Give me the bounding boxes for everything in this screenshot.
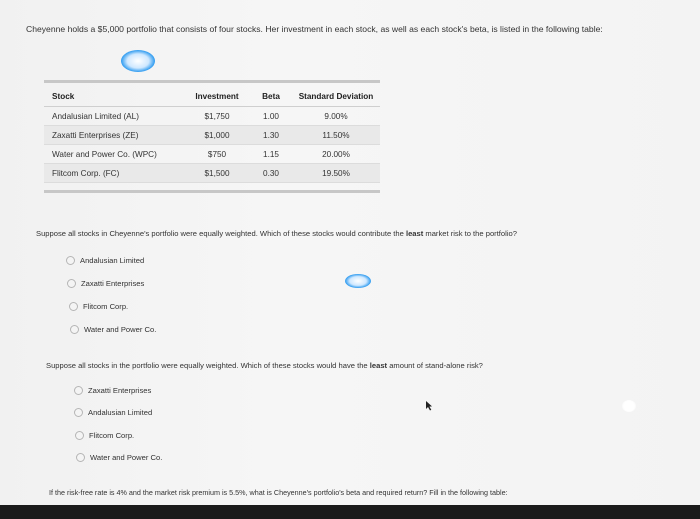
- option-label: Zaxatti Enterprises: [88, 386, 152, 395]
- q1-option-water-power[interactable]: [70, 325, 156, 334]
- table-header-row: [44, 89, 380, 107]
- table-row: [44, 145, 380, 164]
- radio-button[interactable]: [76, 453, 85, 462]
- option-label: Andalusian Limited: [80, 256, 145, 265]
- q2-option-water-power[interactable]: [76, 453, 162, 462]
- question-2-text-end: amount of stand-alone risk?: [387, 361, 483, 370]
- cell-beta: 1.30: [250, 126, 292, 145]
- table-bottom-rule: [44, 190, 380, 193]
- q2-option-andalusian[interactable]: [74, 408, 152, 417]
- question-2-text: Suppose all stocks in the portfolio were equally weighted. Which of these stocks would have the: [46, 361, 370, 370]
- cell-investment: $750: [184, 145, 250, 164]
- header-standard-deviation: Standard Deviation: [292, 89, 380, 107]
- table-row: [44, 107, 380, 126]
- question-1-emphasis: least: [405, 229, 424, 238]
- screen-glare: [345, 274, 371, 288]
- question-1-text: Suppose all stocks in Cheyenne's portfolio were equally weighted. Which of these stocks would contribute the: [36, 229, 406, 238]
- cell-stock: Zaxatti Enterprises (ZE): [44, 126, 184, 145]
- option-label: Andalusian Limited: [88, 408, 153, 417]
- portfolio-table: [44, 80, 380, 193]
- screen-glare: [622, 400, 636, 412]
- option-label: Water and Power Co.: [84, 325, 157, 334]
- header-beta: Beta: [250, 89, 292, 107]
- table-row: [44, 126, 380, 145]
- q1-option-zaxatti[interactable]: [67, 279, 144, 288]
- cell-stock: Flitcom Corp. (FC): [44, 164, 184, 183]
- radio-button[interactable]: [74, 408, 83, 417]
- cell-stock: Water and Power Co. (WPC): [44, 145, 184, 164]
- option-label: Flitcom Corp.: [83, 302, 129, 311]
- radio-button[interactable]: [69, 302, 78, 311]
- cell-standard-deviation: 19.50%: [292, 164, 380, 183]
- question-1-prompt: [36, 229, 517, 238]
- cell-beta: 1.15: [250, 145, 292, 164]
- radio-button[interactable]: [74, 386, 83, 395]
- screen-glare: [121, 50, 155, 72]
- table-top-rule: [44, 80, 380, 83]
- header-investment: Investment: [184, 89, 250, 107]
- cell-standard-deviation: 20.00%: [292, 145, 380, 164]
- option-label: Flitcom Corp.: [89, 431, 135, 440]
- table-row: [44, 164, 380, 183]
- option-label: Water and Power Co.: [90, 453, 163, 462]
- cell-stock: Andalusian Limited (AL): [44, 107, 184, 126]
- cell-standard-deviation: 11.50%: [292, 126, 380, 145]
- bottom-edge: [0, 505, 700, 519]
- question-2-emphasis: least: [369, 361, 388, 370]
- cell-standard-deviation: 9.00%: [292, 107, 380, 126]
- radio-button[interactable]: [75, 431, 84, 440]
- cell-investment: $1,500: [184, 164, 250, 183]
- question-2-prompt: [46, 361, 483, 370]
- cell-investment: $1,750: [184, 107, 250, 126]
- radio-button[interactable]: [67, 279, 76, 288]
- mouse-pointer-icon: [425, 401, 433, 411]
- intro-text: Cheyenne holds a $5,000 portfolio that consists of four stocks. Her investment in each stock, as well as each stock's beta, is listed in the following table:: [26, 24, 603, 34]
- cell-investment: $1,000: [184, 126, 250, 145]
- q1-option-flitcom[interactable]: [69, 302, 128, 311]
- option-label: Zaxatti Enterprises: [81, 279, 145, 288]
- q2-option-flitcom[interactable]: [75, 431, 134, 440]
- header-stock: Stock: [44, 89, 184, 107]
- question-1-text-end: market risk to the portfolio?: [423, 229, 517, 238]
- q2-option-zaxatti[interactable]: [74, 386, 151, 395]
- radio-button[interactable]: [70, 325, 79, 334]
- q1-option-andalusian[interactable]: [66, 256, 144, 265]
- question-3-prompt: If the risk-free rate is 4% and the market risk premium is 5.5%, what is Cheyenne's portfolio's beta and required return? Fill in the following table:: [49, 488, 508, 497]
- radio-button[interactable]: [66, 256, 75, 265]
- cell-beta: 0.30: [250, 164, 292, 183]
- cell-beta: 1.00: [250, 107, 292, 126]
